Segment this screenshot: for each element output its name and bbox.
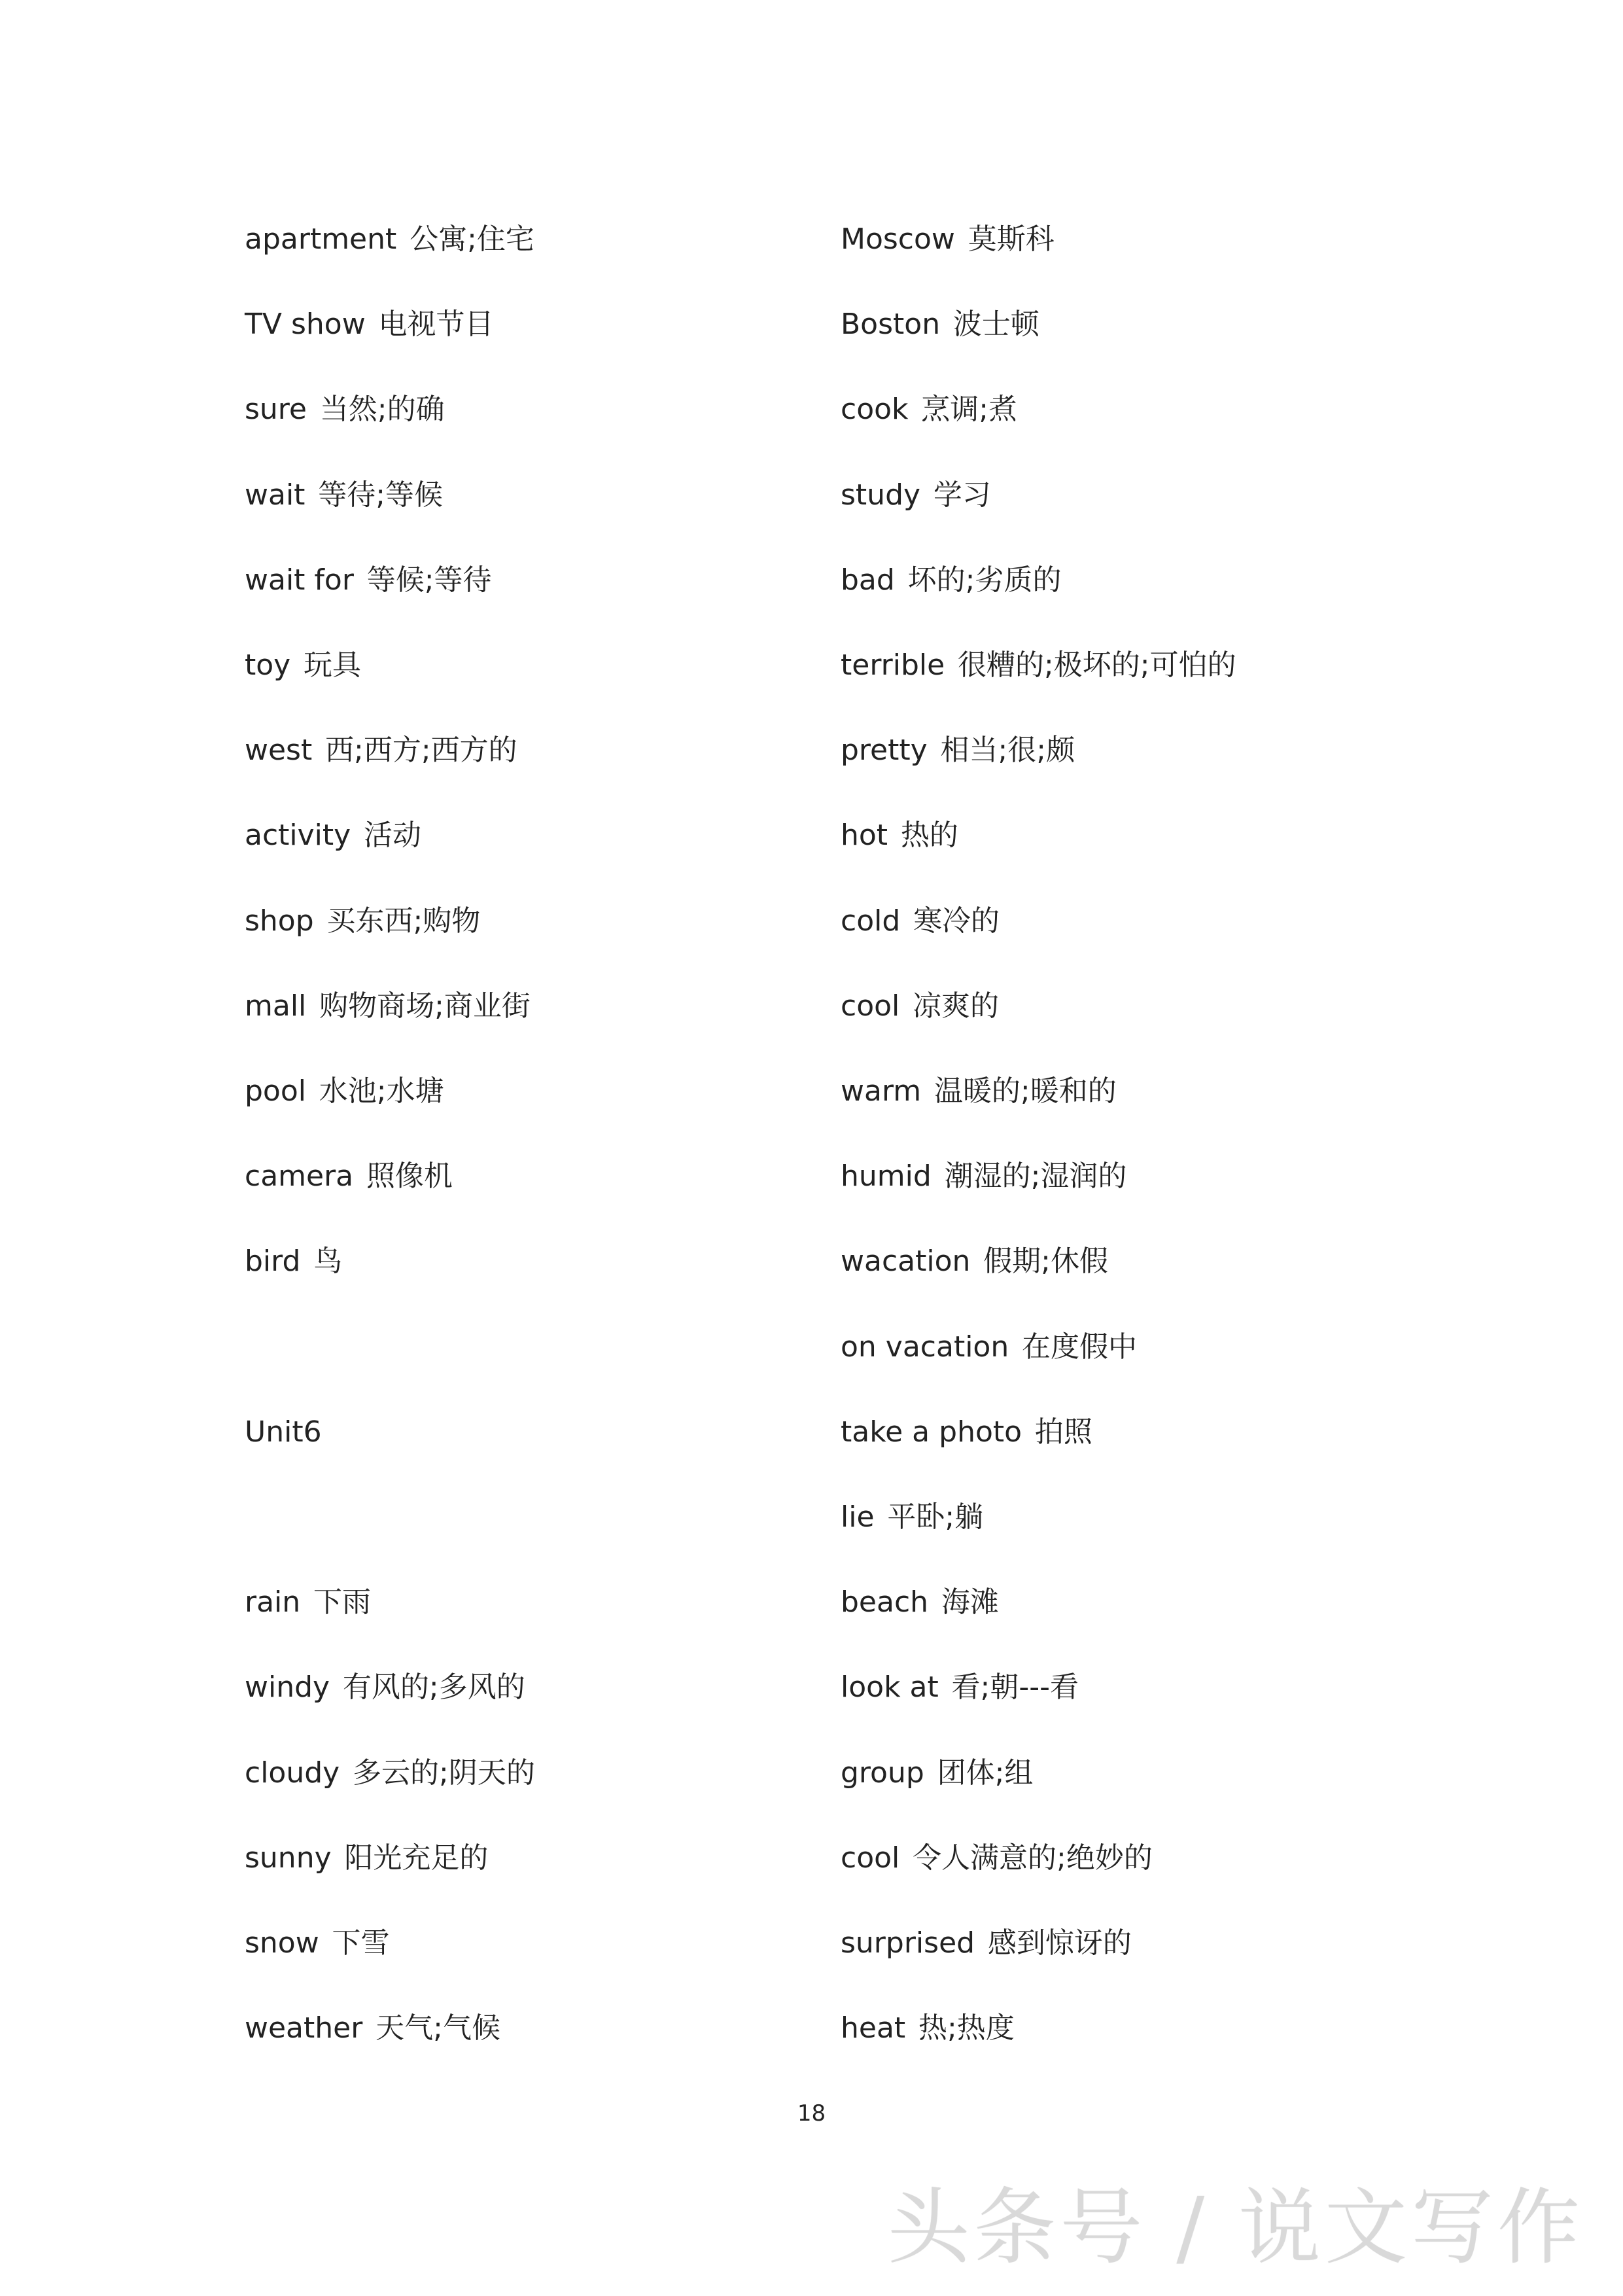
- vocab-meaning: 有风的;多风的: [342, 1670, 525, 1704]
- vocab-meaning: 多云的;阴天的: [353, 1756, 535, 1790]
- vocab-entry: [245, 1498, 258, 1537]
- vocab-meaning: 感到惊讶的: [987, 1926, 1132, 1960]
- vocab-word: camera: [245, 1159, 354, 1193]
- vocab-entry: [245, 220, 534, 259]
- vocab-entry: [245, 1242, 342, 1281]
- vocab-word: heat: [841, 2011, 906, 2045]
- vocab-entry: [841, 390, 1017, 429]
- vocab-entry: [245, 305, 493, 344]
- vocab-meaning: 平卧;躺: [887, 1500, 984, 1534]
- vocab-word: windy: [245, 1670, 330, 1704]
- vocab-meaning: 阳光充足的: [344, 1841, 489, 1875]
- vocab-entry: [841, 1754, 1033, 1793]
- vocab-word: rain: [245, 1585, 301, 1619]
- vocab-entry: [841, 305, 1039, 344]
- vocab-entry: [841, 902, 1000, 941]
- vocab-entry: [245, 816, 421, 855]
- vocab-word: cloudy: [245, 1756, 340, 1790]
- vocab-entry: [245, 1157, 453, 1196]
- vocab-meaning: 水池;水塘: [319, 1074, 444, 1108]
- vocab-meaning: 莫斯科: [968, 222, 1055, 256]
- vocab-meaning: 西;西方;西方的: [325, 733, 517, 768]
- vocab-entry: [245, 1668, 525, 1707]
- vocab-entry: [841, 1668, 1079, 1707]
- vocab-meaning: 鸟: [313, 1245, 343, 1279]
- vocab-entry: [245, 390, 445, 429]
- vocab-meaning: 坏的;劣质的: [907, 563, 1062, 597]
- vocab-word: sure: [245, 393, 307, 427]
- vocab-word: cool: [841, 1841, 900, 1875]
- vocab-meaning: 相当;很;颇: [940, 733, 1075, 768]
- vocab-entry: [245, 1072, 444, 1111]
- vocab-meaning: 照像机: [366, 1159, 453, 1193]
- vocab-word: cool: [841, 989, 900, 1023]
- vocab-meaning: 等候;等待: [366, 563, 492, 597]
- vocab-meaning: 波士顿: [952, 308, 1039, 342]
- vocab-meaning: 凉爽的: [913, 989, 1000, 1023]
- vocab-word: wait for: [245, 563, 354, 597]
- vocab-meaning: 团体;组: [937, 1756, 1034, 1790]
- vocab-word: sunny: [245, 1841, 332, 1875]
- vocab-entry: [245, 1754, 535, 1793]
- vocab-word: pool: [245, 1074, 306, 1108]
- vocab-word: wacation: [841, 1245, 971, 1279]
- vocab-word: surprised: [841, 1926, 975, 1960]
- vocab-meaning: 天气;气候: [375, 2011, 500, 2045]
- vocab-entry: [841, 2009, 1015, 2048]
- vocab-entry: [245, 1583, 371, 1622]
- vocab-meaning: 买东西;购物: [326, 904, 481, 938]
- vocab-word: wait: [245, 478, 305, 512]
- vocab-word: toy: [245, 648, 291, 682]
- vocab-entry: [245, 902, 480, 941]
- vocab-meaning: 海滩: [941, 1585, 999, 1619]
- vocab-meaning: 学习: [933, 478, 991, 512]
- vocab-entry: [841, 987, 999, 1026]
- vocab-word: snow: [245, 1926, 319, 1960]
- vocab-word: on vacation: [841, 1330, 1009, 1364]
- vocab-word: look at: [841, 1670, 939, 1704]
- vocab-word: warm: [841, 1074, 922, 1108]
- vocab-word: activity: [245, 819, 351, 853]
- vocab-meaning: 热;热度: [918, 2011, 1015, 2045]
- vocab-word: humid: [841, 1159, 932, 1193]
- vocab-entry: [841, 1924, 1132, 1963]
- watermark-text: 头条号 / 说文写作: [887, 2180, 1584, 2276]
- vocab-entry: [245, 2009, 500, 2048]
- vocab-word: study: [841, 478, 921, 512]
- vocab-meaning: 玩具: [304, 648, 362, 682]
- vocab-entry: [841, 1242, 1108, 1281]
- vocab-entry: [841, 731, 1075, 770]
- vocab-entry: [841, 1413, 1092, 1452]
- vocab-meaning: 寒冷的: [913, 904, 1000, 938]
- vocab-entry: [841, 561, 1061, 600]
- vocab-meaning: 等待;等候: [318, 478, 444, 512]
- vocab-meaning: 潮湿的;湿润的: [944, 1159, 1127, 1193]
- vocab-entry: [841, 1072, 1117, 1111]
- vocab-entry: [245, 646, 361, 685]
- vocab-meaning: 活动: [363, 819, 421, 853]
- vocab-entry: [841, 816, 958, 855]
- vocab-meaning: 拍照: [1034, 1415, 1092, 1449]
- page-number: 18: [797, 2100, 826, 2127]
- vocab-word: cook: [841, 393, 909, 427]
- vocab-entry: [841, 220, 1055, 259]
- vocab-entry: [245, 1328, 258, 1367]
- vocab-entry: [245, 476, 443, 515]
- vocab-word: terrible: [841, 648, 945, 682]
- vocab-entry: [841, 1839, 1153, 1878]
- vocab-word: pretty: [841, 733, 928, 768]
- vocab-entry: [841, 1498, 983, 1537]
- vocab-word: Moscow: [841, 222, 955, 256]
- vocab-meaning: 烹调;煮: [921, 393, 1018, 427]
- vocab-meaning: 很糟的;极坏的;可怕的: [957, 648, 1236, 682]
- vocab-word: hot: [841, 819, 888, 853]
- vocab-meaning: 公寓;住宅: [410, 222, 534, 256]
- vocab-meaning: 假期;休假: [983, 1245, 1109, 1279]
- unit-heading: Unit6: [245, 1415, 322, 1449]
- vocab-word: beach: [841, 1585, 929, 1619]
- vocab-entry: [245, 1924, 390, 1963]
- vocab-meaning: 下雨: [313, 1585, 371, 1619]
- vocab-meaning: 热的: [900, 819, 958, 853]
- vocab-word: weather: [245, 2011, 363, 2045]
- vocab-word: mall: [245, 989, 307, 1023]
- vocab-entry: [841, 646, 1236, 685]
- vocab-entry: [841, 1583, 999, 1622]
- vocab-entry: [841, 1328, 1137, 1367]
- vocab-word: apartment: [245, 222, 397, 256]
- vocab-word: TV show: [245, 308, 366, 342]
- vocab-meaning: 购物商场;商业街: [319, 989, 531, 1023]
- vocab-meaning: 看;朝---看: [951, 1670, 1079, 1704]
- vocab-meaning: 当然;的确: [319, 393, 445, 427]
- vocab-word: cold: [841, 904, 901, 938]
- vocab-entry: [245, 561, 492, 600]
- vocab-meaning: 电视节目: [378, 308, 494, 342]
- vocab-entry: [841, 1157, 1126, 1196]
- vocab-meaning: 下雪: [332, 1926, 390, 1960]
- vocab-word: lie: [841, 1500, 875, 1534]
- vocab-meaning: 令人满意的;绝妙的: [913, 1841, 1153, 1875]
- vocab-entry: [841, 476, 991, 515]
- vocab-entry: [245, 1413, 334, 1452]
- vocab-meaning: 在度假中: [1022, 1330, 1138, 1364]
- vocab-meaning: 温暖的;暖和的: [934, 1074, 1117, 1108]
- vocab-entry: [245, 987, 531, 1026]
- vocab-word: take a photo: [841, 1415, 1022, 1449]
- vocab-entry: [245, 1839, 488, 1878]
- vocab-word: west: [245, 733, 313, 768]
- vocab-word: Boston: [841, 308, 941, 342]
- vocab-word: group: [841, 1756, 924, 1790]
- vocab-word: bird: [245, 1245, 301, 1279]
- vocab-entry: [245, 731, 517, 770]
- vocab-word: bad: [841, 563, 895, 597]
- vocab-word: shop: [245, 904, 314, 938]
